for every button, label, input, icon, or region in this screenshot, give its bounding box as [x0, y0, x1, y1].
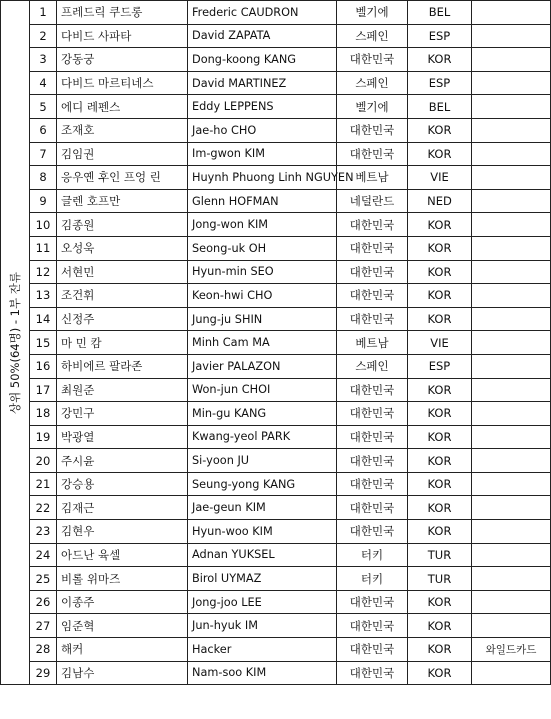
- note-cell: [472, 378, 551, 402]
- rank-cell: 1: [30, 1, 57, 25]
- english-name-cell: Jun-hyuk IM: [188, 614, 337, 638]
- country-cell: 터키: [337, 543, 408, 567]
- rank-cell: 20: [30, 449, 57, 473]
- table-row: [1, 166, 551, 190]
- country-code-cell: KOR: [408, 590, 472, 614]
- korean-name-cell: 최원준: [57, 378, 188, 402]
- note-cell: [472, 614, 551, 638]
- country-cell: 대한민국: [337, 236, 408, 260]
- korean-name-cell: 에디 레펜스: [57, 95, 188, 119]
- note-cell: [472, 1, 551, 25]
- note-cell: [472, 496, 551, 520]
- country-code-cell: KOR: [408, 425, 472, 449]
- note-cell: [472, 284, 551, 308]
- country-code-cell: KOR: [408, 284, 472, 308]
- country-cell: 대한민국: [337, 378, 408, 402]
- korean-name-cell: 글렌 호프만: [57, 189, 188, 213]
- note-cell: [472, 590, 551, 614]
- english-name-cell: Jong-won KIM: [188, 213, 337, 237]
- rank-cell: 3: [30, 48, 57, 72]
- english-name-cell: Si-yoon JU: [188, 449, 337, 473]
- rank-cell: 16: [30, 354, 57, 378]
- korean-name-cell: 강승용: [57, 472, 188, 496]
- note-cell: [472, 543, 551, 567]
- table-row: [1, 449, 551, 473]
- english-name-cell: Hyun-woo KIM: [188, 520, 337, 544]
- country-code-cell: ESP: [408, 71, 472, 95]
- korean-name-cell: 서현민: [57, 260, 188, 284]
- rank-cell: 22: [30, 496, 57, 520]
- country-cell: 대한민국: [337, 449, 408, 473]
- table-row: [1, 1, 551, 25]
- country-cell: 베트남: [337, 331, 408, 355]
- rank-cell: 4: [30, 71, 57, 95]
- table-row: [1, 307, 551, 331]
- rank-cell: 27: [30, 614, 57, 638]
- country-cell: 스페인: [337, 354, 408, 378]
- korean-name-cell: 오성욱: [57, 236, 188, 260]
- table-row: [1, 95, 551, 119]
- korean-name-cell: 아드난 육셀: [57, 543, 188, 567]
- note-cell: [472, 260, 551, 284]
- rank-cell: 18: [30, 402, 57, 426]
- note-cell: [472, 71, 551, 95]
- country-code-cell: ESP: [408, 24, 472, 48]
- note-cell: [472, 142, 551, 166]
- table-row: [1, 24, 551, 48]
- english-name-cell: Jong-joo LEE: [188, 590, 337, 614]
- korean-name-cell: 조건휘: [57, 284, 188, 308]
- korean-name-cell: 김현우: [57, 520, 188, 544]
- table-row: [1, 378, 551, 402]
- country-code-cell: KOR: [408, 496, 472, 520]
- country-cell: 대한민국: [337, 48, 408, 72]
- country-code-cell: KOR: [408, 236, 472, 260]
- country-code-cell: KOR: [408, 118, 472, 142]
- rank-cell: 11: [30, 236, 57, 260]
- country-cell: 대한민국: [337, 496, 408, 520]
- note-cell: [472, 166, 551, 190]
- table-row: [1, 354, 551, 378]
- korean-name-cell: 김임권: [57, 142, 188, 166]
- note-cell: [472, 331, 551, 355]
- table-row: [1, 260, 551, 284]
- note-cell: [472, 307, 551, 331]
- english-name-cell: Frederic CAUDRON: [188, 1, 337, 25]
- korean-name-cell: 해커: [57, 638, 188, 662]
- english-name-cell: Javier PALAZON: [188, 354, 337, 378]
- note-cell: [472, 189, 551, 213]
- korean-name-cell: 강민구: [57, 402, 188, 426]
- country-cell: 스페인: [337, 24, 408, 48]
- table-row: [1, 638, 551, 662]
- country-code-cell: KOR: [408, 638, 472, 662]
- rank-cell: 23: [30, 520, 57, 544]
- note-cell: [472, 661, 551, 685]
- rank-cell: 25: [30, 567, 57, 591]
- country-code-cell: ESP: [408, 354, 472, 378]
- country-code-cell: KOR: [408, 449, 472, 473]
- country-cell: 대한민국: [337, 307, 408, 331]
- rank-cell: 19: [30, 425, 57, 449]
- country-code-cell: KOR: [408, 260, 472, 284]
- english-name-cell: David ZAPATA: [188, 24, 337, 48]
- note-cell: [472, 24, 551, 48]
- korean-name-cell: 김남수: [57, 661, 188, 685]
- english-name-cell: Eddy LEPPENS: [188, 95, 337, 119]
- table-row: [1, 543, 551, 567]
- korean-name-cell: 김재근: [57, 496, 188, 520]
- english-name-cell: Glenn HOFMAN: [188, 189, 337, 213]
- country-code-cell: KOR: [408, 213, 472, 237]
- table-row: [1, 402, 551, 426]
- note-cell: [472, 236, 551, 260]
- table-row: [1, 661, 551, 685]
- note-cell: [472, 402, 551, 426]
- korean-name-cell: 다비드 사파타: [57, 24, 188, 48]
- table-row: [1, 213, 551, 237]
- country-code-cell: KOR: [408, 142, 472, 166]
- english-name-cell: Kwang-yeol PARK: [188, 425, 337, 449]
- korean-name-cell: 조재호: [57, 118, 188, 142]
- rank-cell: 13: [30, 284, 57, 308]
- country-cell: 대한민국: [337, 118, 408, 142]
- table-row: [1, 567, 551, 591]
- country-code-cell: VIE: [408, 166, 472, 190]
- korean-name-cell: 이종주: [57, 590, 188, 614]
- country-cell: 대한민국: [337, 260, 408, 284]
- rank-cell: 10: [30, 213, 57, 237]
- country-code-cell: BEL: [408, 1, 472, 25]
- english-name-cell: Im-gwon KIM: [188, 142, 337, 166]
- table-row: [1, 331, 551, 355]
- rank-cell: 6: [30, 118, 57, 142]
- english-name-cell: Hyun-min SEO: [188, 260, 337, 284]
- note-cell: [472, 48, 551, 72]
- country-code-cell: KOR: [408, 378, 472, 402]
- table-row: [1, 236, 551, 260]
- english-name-cell: Nam-soo KIM: [188, 661, 337, 685]
- korean-name-cell: 신정주: [57, 307, 188, 331]
- country-cell: 터키: [337, 567, 408, 591]
- country-code-cell: TUR: [408, 567, 472, 591]
- country-cell: 벨기에: [337, 95, 408, 119]
- english-name-cell: Jung-ju SHIN: [188, 307, 337, 331]
- country-cell: 대한민국: [337, 213, 408, 237]
- rank-cell: 29: [30, 661, 57, 685]
- table-row: [1, 284, 551, 308]
- english-name-cell: Birol UYMAZ: [188, 567, 337, 591]
- note-cell: [472, 472, 551, 496]
- korean-name-cell: 박광열: [57, 425, 188, 449]
- table-row: [1, 189, 551, 213]
- country-code-cell: BEL: [408, 95, 472, 119]
- country-cell: 대한민국: [337, 520, 408, 544]
- english-name-cell: Seung-yong KANG: [188, 472, 337, 496]
- korean-name-cell: 주시윤: [57, 449, 188, 473]
- korean-name-cell: 강동궁: [57, 48, 188, 72]
- table-row: [1, 472, 551, 496]
- country-cell: 대한민국: [337, 472, 408, 496]
- table-row: [1, 614, 551, 638]
- country-cell: 스페인: [337, 71, 408, 95]
- country-code-cell: KOR: [408, 307, 472, 331]
- table-row: [1, 71, 551, 95]
- country-code-cell: KOR: [408, 520, 472, 544]
- note-cell: [472, 95, 551, 119]
- korean-name-cell: 하비에르 팔라존: [57, 354, 188, 378]
- country-code-cell: KOR: [408, 661, 472, 685]
- rank-cell: 12: [30, 260, 57, 284]
- rank-cell: 5: [30, 95, 57, 119]
- note-cell: 와일드카드: [472, 638, 551, 662]
- korean-name-cell: 비롤 위마즈: [57, 567, 188, 591]
- country-code-cell: KOR: [408, 614, 472, 638]
- table-row: [1, 142, 551, 166]
- country-code-cell: NED: [408, 189, 472, 213]
- english-name-cell: Hacker: [188, 638, 337, 662]
- rank-cell: 8: [30, 166, 57, 190]
- korean-name-cell: 다비드 마르티네스: [57, 71, 188, 95]
- english-name-cell: Keon-hwi CHO: [188, 284, 337, 308]
- rank-cell: 14: [30, 307, 57, 331]
- korean-name-cell: 임준혁: [57, 614, 188, 638]
- rank-cell: 26: [30, 590, 57, 614]
- table-body: [1, 1, 551, 685]
- rank-cell: 2: [30, 24, 57, 48]
- english-name-cell: Jae-ho CHO: [188, 118, 337, 142]
- country-cell: 대한민국: [337, 425, 408, 449]
- country-cell: 대한민국: [337, 142, 408, 166]
- english-name-cell: Seong-uk OH: [188, 236, 337, 260]
- country-cell: 대한민국: [337, 590, 408, 614]
- group-label: 상위 50%(64명) - 1부 잔류: [8, 271, 22, 414]
- country-code-cell: KOR: [408, 48, 472, 72]
- country-code-cell: VIE: [408, 331, 472, 355]
- table-row: [1, 48, 551, 72]
- note-cell: [472, 567, 551, 591]
- rank-cell: 7: [30, 142, 57, 166]
- table-row: [1, 496, 551, 520]
- english-name-cell: Minh Cam MA: [188, 331, 337, 355]
- country-cell: 대한민국: [337, 284, 408, 308]
- country-code-cell: TUR: [408, 543, 472, 567]
- korean-name-cell: 프레드릭 쿠드롱: [57, 1, 188, 25]
- rank-cell: 15: [30, 331, 57, 355]
- country-code-cell: KOR: [408, 402, 472, 426]
- english-name-cell: Jae-geun KIM: [188, 496, 337, 520]
- note-cell: [472, 213, 551, 237]
- table-row: [1, 425, 551, 449]
- note-cell: [472, 449, 551, 473]
- country-cell: 벨기에: [337, 1, 408, 25]
- note-cell: [472, 354, 551, 378]
- english-name-cell: David MARTINEZ: [188, 71, 337, 95]
- english-name-cell: Won-jun CHOI: [188, 378, 337, 402]
- country-cell: 네덜란드: [337, 189, 408, 213]
- rank-cell: 24: [30, 543, 57, 567]
- country-cell: 대한민국: [337, 614, 408, 638]
- korean-name-cell: 김종원: [57, 213, 188, 237]
- note-cell: [472, 520, 551, 544]
- rank-cell: 21: [30, 472, 57, 496]
- country-cell: 대한민국: [337, 661, 408, 685]
- table-row: [1, 590, 551, 614]
- note-cell: [472, 118, 551, 142]
- english-name-cell: Adnan YUKSEL: [188, 543, 337, 567]
- note-cell: [472, 425, 551, 449]
- english-name-cell: Min-gu KANG: [188, 402, 337, 426]
- rank-cell: 28: [30, 638, 57, 662]
- country-code-cell: KOR: [408, 472, 472, 496]
- country-cell: 대한민국: [337, 402, 408, 426]
- table-row: [1, 520, 551, 544]
- group-label-cell: [1, 1, 30, 685]
- country-cell: 대한민국: [337, 638, 408, 662]
- english-name-cell: Huynh Phuong Linh NGUYEN: [188, 166, 337, 190]
- english-name-cell: Dong-koong KANG: [188, 48, 337, 72]
- rank-cell: 9: [30, 189, 57, 213]
- korean-name-cell: 응우옌 후인 프엉 린: [57, 166, 188, 190]
- korean-name-cell: 마 민 캄: [57, 331, 188, 355]
- country-cell: 베트남: [337, 166, 408, 190]
- rank-cell: 17: [30, 378, 57, 402]
- table-row: [1, 118, 551, 142]
